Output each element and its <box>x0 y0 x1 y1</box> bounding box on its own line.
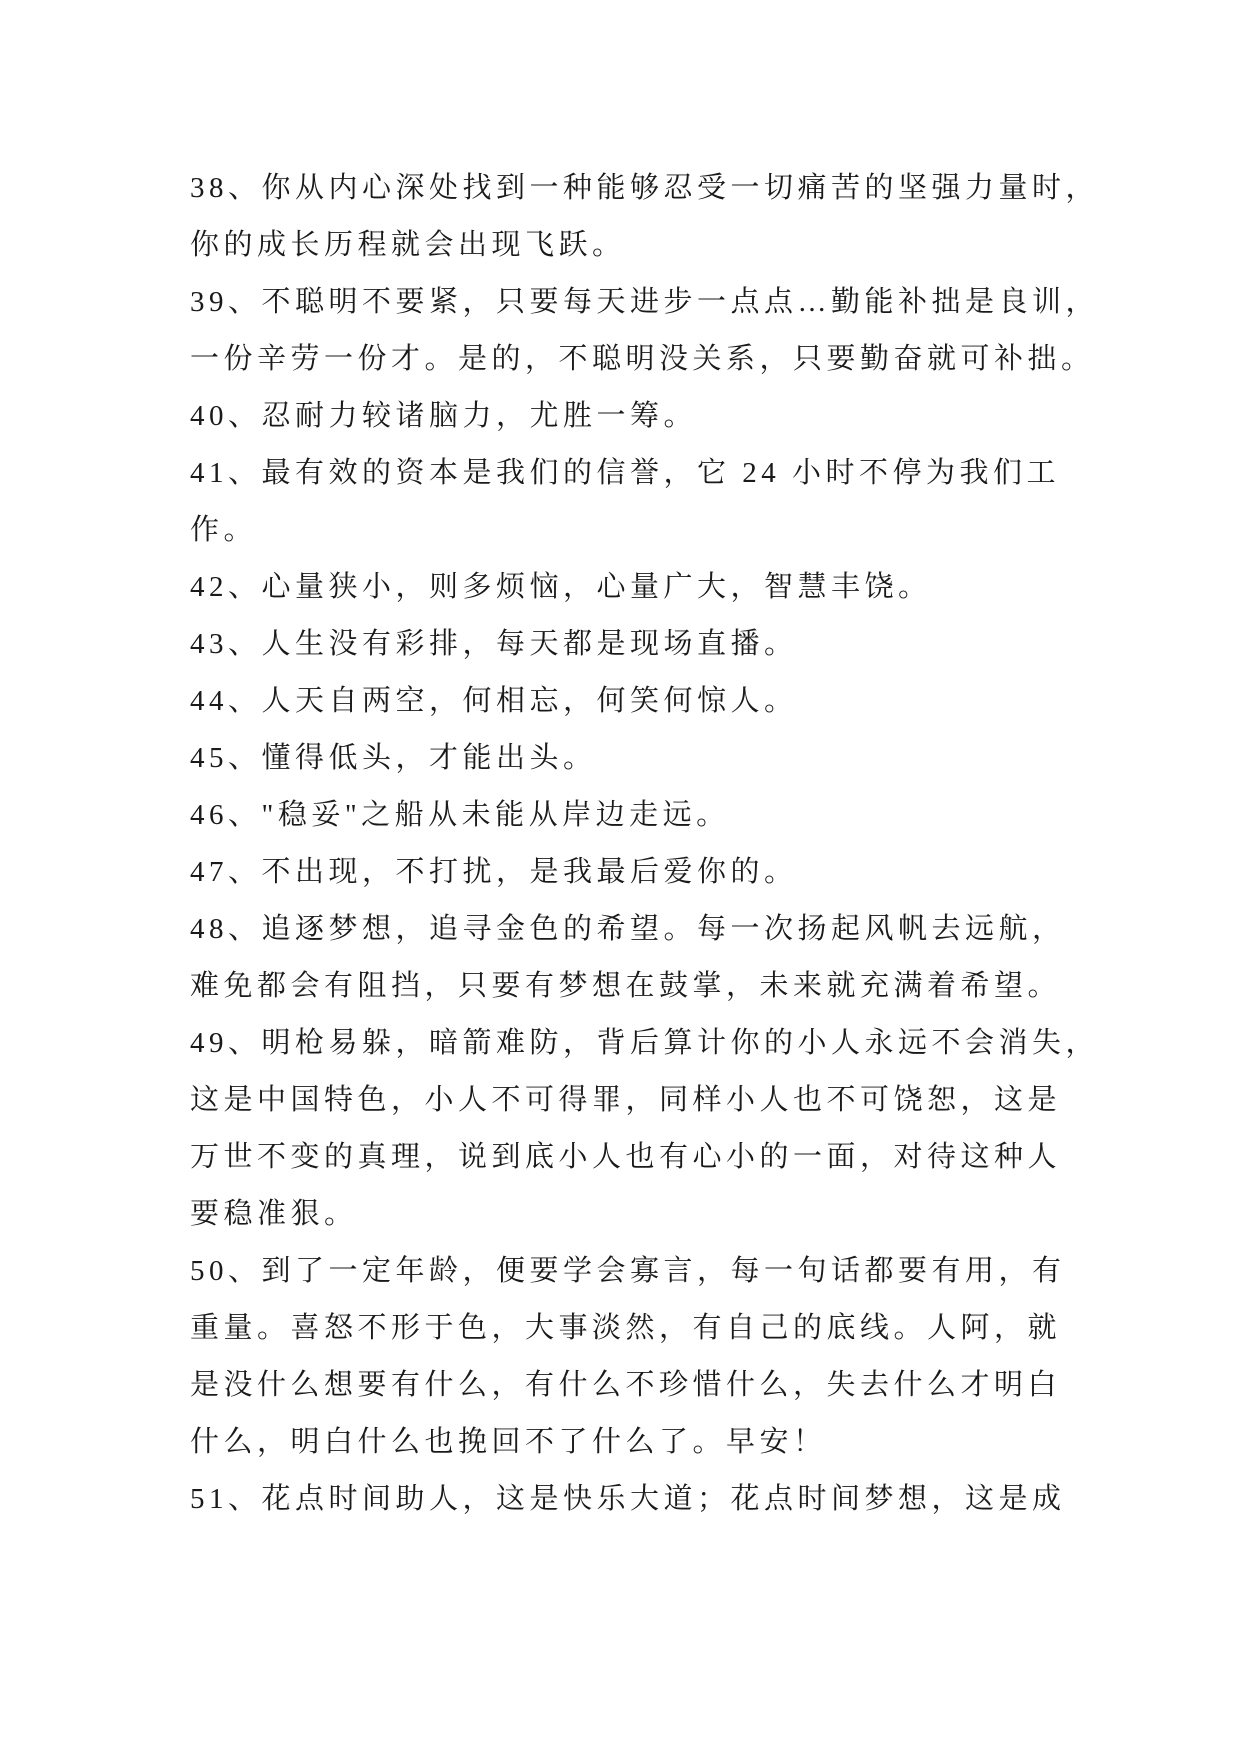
text-line: 47、不出现，不打扰，是我最后爱你的。 <box>190 856 798 888</box>
text-line: 46、"稳妥"之船从未能从岸边走远。 <box>190 799 730 831</box>
text-line: 45、懂得低头，才能出头。 <box>190 742 597 774</box>
quote-entry-49 <box>190 1015 1120 1243</box>
quote-entry-50 <box>190 1243 1120 1471</box>
quote-entry-41 <box>190 445 1120 559</box>
text-line: 39、不聪明不要紧，只要每天进步一点点…勤能补拙是良训， <box>190 286 1100 318</box>
quote-entry-51 <box>190 1471 1120 1528</box>
quote-entry-38 <box>190 160 1120 274</box>
quote-entry-39 <box>190 274 1120 388</box>
text-line: 40、忍耐力较诸脑力，尤胜一筹。 <box>190 400 698 432</box>
text-line: 作。 <box>190 514 258 546</box>
quote-entry-48 <box>190 901 1120 1015</box>
text-line: 42、心量狭小，则多烦恼，心量广大，智慧丰饶。 <box>190 571 932 603</box>
text-line: 44、人天自两空，何相忘，何笑何惊人。 <box>190 685 798 717</box>
text-line: 重量。喜怒不形于色，大事淡然，有自己的底线。人阿，就 <box>190 1312 1062 1344</box>
text-line: 这是中国特色，小人不可得罪，同样小人也不可饶恕，这是 <box>190 1084 1062 1116</box>
text-line: 你的成长历程就会出现飞跃。 <box>190 229 626 261</box>
text-line: 要稳准狠。 <box>190 1198 358 1230</box>
quote-entry-46 <box>190 787 1120 844</box>
text-line: 43、人生没有彩排，每天都是现场直播。 <box>190 628 798 660</box>
text-line: 51、花点时间助人，这是快乐大道；花点时间梦想，这是成 <box>190 1483 1066 1515</box>
text-line: 什么，明白什么也挽回不了什么了。早安！ <box>190 1426 827 1458</box>
text-line: 41、最有效的资本是我们的信誉，它 24 小时不停为我们工 <box>190 457 1061 489</box>
text-line: 50、到了一定年龄，便要学会寡言，每一句话都要有用，有 <box>190 1255 1066 1287</box>
quote-entry-42 <box>190 559 1120 616</box>
text-line: 万世不变的真理，说到底小人也有心小的一面，对待这种人 <box>190 1141 1062 1173</box>
quote-entry-47 <box>190 844 1120 901</box>
quote-entry-40 <box>190 388 1120 445</box>
quote-entry-44 <box>190 673 1120 730</box>
quote-entry-45 <box>190 730 1120 787</box>
text-line: 38、你从内心深处找到一种能够忍受一切痛苦的坚强力量时， <box>190 172 1100 204</box>
document-body <box>190 160 1120 1528</box>
text-line: 难免都会有阻挡，只要有梦想在鼓掌，未来就充满着希望。 <box>190 970 1062 1002</box>
text-line: 48、追逐梦想，追寻金色的希望。每一次扬起风帆去远航， <box>190 913 1066 945</box>
quote-entry-43 <box>190 616 1120 673</box>
text-line: 49、明枪易躲，暗箭难防，背后算计你的小人永远不会消失， <box>190 1027 1100 1059</box>
text-line: 是没什么想要有什么，有什么不珍惜什么，失去什么才明白 <box>190 1369 1062 1401</box>
text-line: 一份辛劳一份才。是的，不聪明没关系，只要勤奋就可补拙。 <box>190 343 1095 375</box>
